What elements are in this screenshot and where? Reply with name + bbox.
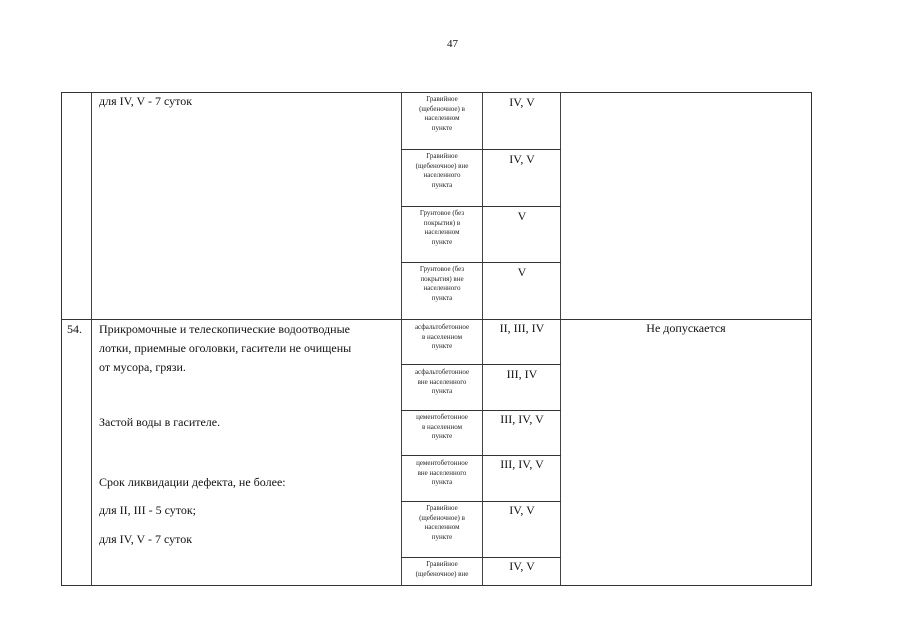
road-category-cell: III, IV, V (500, 412, 544, 426)
deadline-title: Срок ликвидации дефекта, не более: (99, 475, 286, 489)
subrow-divider (401, 455, 561, 456)
road-category-cell: V (517, 265, 527, 279)
surface-type-cell: Гравийное (щебеночное) в населенном пункте (419, 504, 465, 541)
subrow-divider (401, 557, 561, 558)
road-category-cell: III, IV, V (500, 457, 544, 471)
defect-description: Прикромочные и телескопические водоотводные лотки, приемные оголовки, гасители не очищены от мусора, грязи. (99, 322, 352, 374)
deadline-item: для IV, V - 7 суток (99, 532, 193, 546)
defects-table (61, 92, 812, 586)
road-category-cell: IV, V (509, 95, 535, 109)
surface-type-cell: асфальтобетонное вне населенного пункта (414, 368, 470, 395)
surface-type-cell: Грунтовое (без покрытия) в населенном пункте (419, 209, 465, 246)
page-number: 47 (447, 38, 458, 50)
subrow-divider (401, 364, 561, 365)
road-category-cell: IV, V (509, 503, 535, 517)
subrow-divider (401, 149, 561, 150)
surface-type-cell: асфальтобетонное в населенном пункте (414, 323, 470, 350)
allowance-text: Не допускается (646, 321, 726, 335)
surface-type-cell: цементобетонное в населенном пункте (416, 413, 468, 440)
row-number: 54. (67, 322, 82, 336)
surface-type-cell: цементобетонное вне населенного пункта (416, 459, 468, 486)
road-category-cell: V (517, 209, 527, 223)
surface-type-cell: Гравийное (щебеночное) вне населенного пункта (415, 152, 469, 189)
surface-type-cell: Гравийное (щебеночное) вне (415, 560, 469, 578)
surface-type-cell: Гравийное (щебеночное) в населенном пункте (419, 95, 465, 132)
subrow-divider (401, 410, 561, 411)
road-category-cell: II, III, IV (499, 321, 545, 335)
defect-stagnation: Застой воды в гасителе. (99, 415, 221, 429)
road-category-cell: III, IV (506, 367, 538, 381)
subrow-divider (401, 262, 561, 263)
deadline-item: для II, III - 5 суток; (99, 503, 197, 517)
road-category-cell: IV, V (509, 152, 535, 166)
subrow-divider (401, 501, 561, 502)
defect-deadline-continued: для IV, V - 7 суток (99, 94, 193, 108)
subrow-divider (401, 206, 561, 207)
column-divider (91, 93, 92, 585)
road-category-cell: IV, V (509, 559, 535, 573)
surface-type-cell: Грунтовое (без покрытия) вне населенного пункта (419, 265, 465, 302)
